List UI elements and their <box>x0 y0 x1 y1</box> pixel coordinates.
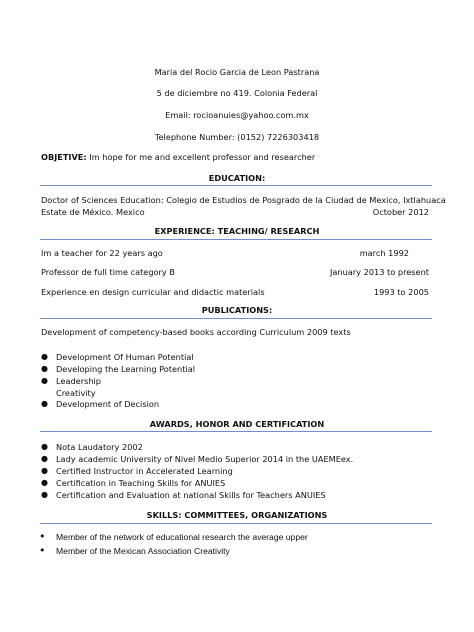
bullet-icon: ● <box>41 442 48 451</box>
list-item: Certification in Teaching Skills for ANUIES <box>56 478 226 488</box>
education-line-2: Estate de México. Mexico <box>41 207 145 217</box>
education-line-1: Doctor of Sciences Education: Colegio de Estudios de Posgrado de la Ciudad de Mexico, Ixtlahuaca <box>41 195 446 205</box>
section-heading-experience: EXPERIENCE: TEACHING/ RESEARCH <box>154 226 320 236</box>
list-item: Certification and Evaluation at national Skills for Teachers ANUIES <box>56 490 326 500</box>
bullet-icon: ● <box>41 478 48 487</box>
publications-intro: Development of competency-based books according Curriculum 2009 texts <box>41 327 351 337</box>
section-divider <box>40 318 432 319</box>
experience-row-date: January 2013 to present <box>329 267 429 277</box>
section-divider <box>40 239 432 240</box>
bullet-icon: • <box>39 544 46 557</box>
section-heading-awards: AWARDS, HONOR AND CERTIFICATION <box>149 419 325 429</box>
list-item: Certified Instructor in Accelerated Learning <box>56 466 233 476</box>
email-line <box>0 110 474 120</box>
section-heading-education: EDUCATION: <box>208 173 266 183</box>
list-item: Nota Laudatory 2002 <box>56 442 143 452</box>
list-item: Leadership <box>56 376 101 386</box>
section-heading-skills: SKILLS: COMMITTEES, ORGANIZATIONS <box>146 510 328 520</box>
experience-row-text: Professor de full time category B <box>41 267 175 277</box>
bullet-icon: ● <box>41 454 48 463</box>
email-address[interactable]: rocioanuies@yahoo.com.mx <box>193 110 309 120</box>
list-item: Lady academic University of Nivel Medio Superior 2014 in the UAEMEex. <box>56 454 354 464</box>
section-divider <box>40 431 432 432</box>
experience-row-text: Im a teacher for 22 years ago <box>41 248 163 258</box>
applicant-name: Maria del Rocio Garcia de Leon Pastrana <box>154 67 320 77</box>
experience-row-text: Experience en design curricular and didactic materials <box>41 287 265 297</box>
list-item: Creativity <box>56 388 96 398</box>
phone-line: Telephone Number: (0152) 7226303418 <box>154 132 320 142</box>
objective-line <box>41 152 315 162</box>
section-divider <box>40 185 432 186</box>
list-item: Member of the Mexican Association Creativity <box>56 546 230 556</box>
list-item: Developing the Learning Potential <box>56 364 196 374</box>
education-date: October 2012 <box>372 207 429 217</box>
list-item: Development Of Human Potential <box>56 352 194 362</box>
bullet-icon: ● <box>41 376 48 385</box>
bullet-icon: • <box>39 530 46 543</box>
experience-row-date: march 1992 <box>359 248 409 258</box>
section-heading-publications: PUBLICATIONS: <box>201 305 273 315</box>
address: 5 de diciembre no 419. Colonia Federal <box>156 88 318 98</box>
list-item: Member of the network of educational research the average upper <box>56 532 308 542</box>
list-item: Development of Decision <box>56 399 160 409</box>
section-divider <box>40 523 432 524</box>
bullet-icon: ● <box>41 490 48 499</box>
email-label: Email: <box>165 110 191 120</box>
objective-text: Im hope for me and excellent professor and researcher <box>89 152 316 162</box>
experience-row-date: 1993 to 2005 <box>373 287 429 297</box>
bullet-icon: ● <box>41 364 48 373</box>
objective-label: OBJETIVE: <box>41 152 87 162</box>
bullet-icon: ● <box>41 352 48 361</box>
bullet-icon: ● <box>41 399 48 408</box>
bullet-icon: ● <box>41 466 48 475</box>
